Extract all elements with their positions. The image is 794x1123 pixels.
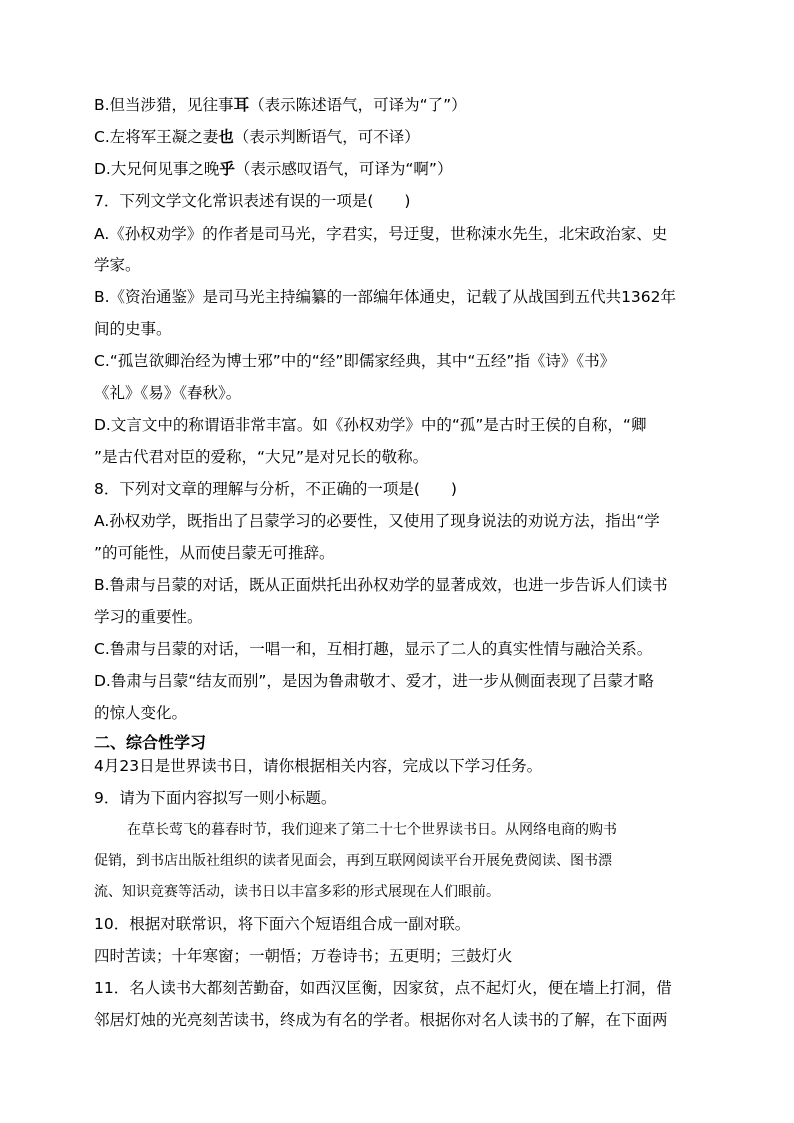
question-9: 9．请为下面内容拟写一则小标题。 [94,789,337,807]
section-intro: 4月23日是世界读书日，请你根据相关内容，完成以下学习任务。 [94,757,543,775]
q8-option-d-line1: D.鲁肃与吕蒙“结友而别”，是因为鲁肃敬才、爱才，进一步从侧面表现了吕蒙才略 [94,672,654,690]
q8-option-c: C.鲁肃与吕蒙的对话，一唱一和，互相打趣，显示了二人的真实性情与融洽关系。 [94,640,653,658]
emphasized-word: 乎 [219,160,235,178]
q7-option-b-line1: B.《资治通鉴》是司马光主持编纂的一部编年体通史，记载了从战国到五代共1362年 [94,288,677,306]
question-7: 7．下列文学文化常识表述有误的一项是( ) [94,192,411,210]
option-d-line: D.大兄何见事之晚乎（表示感叹语气，可译为“啊”） [94,160,453,178]
emphasized-word: 耳 [233,96,250,114]
section-heading: 二、综合性学习 [94,733,207,752]
option-c-line: C.左将军王凝之妻也（表示判断语气，可不译） [94,128,420,146]
emphasized-word: 也 [218,128,234,146]
passage-line-1: 在草长莺飞的暮春时节，我们迎来了第二十七个世界读书日。从网络电商的购书 [127,822,617,838]
question-8: 8．下列对文章的理解与分析，不正确的一项是( ) [94,480,457,498]
q7-option-d-line2: ”是古代君对臣的爱称，“大兄”是对兄长的敬称。 [94,448,429,466]
question-11-line2: 邻居灯烛的光亮刻苦读书，终成为有名的学者。根据你对名人读书的了解，在下面两 [94,1011,668,1029]
option-b-line: B.但当涉猎，见往事耳（表示陈述语气，可译为“了”） [94,96,467,114]
q8-option-b-line2: 学习的重要性。 [94,608,203,626]
q8-option-a-line2: ”的可能性，从而使吕蒙无可推辞。 [94,544,335,562]
q8-option-d-line2: 的惊人变化。 [94,704,188,722]
q7-option-b-line2: 间的史事。 [94,320,172,338]
question-10: 10．根据对联常识，将下面六个短语组合成一副对联。 [94,915,471,933]
q7-option-a-line1: A.《孙权劝学》的作者是司马光，字君实，号迂叟，世称涑水先生，北宋政治家、史 [94,225,668,243]
passage-line-2: 促销，到书店出版社组织的读者见面会，再到互联网阅读平台开展免费阅读、图书漂 [94,853,612,869]
q7-option-c-line2: 《礼》《易》《春秋》。 [94,384,242,402]
q7-option-c-line1: C.“孤岂欲卿治经为博士邪”中的“经”即儒家经典，其中“五经”指《诗》《书》 [94,352,616,370]
q8-option-b-line1: B.鲁肃与吕蒙的对话，既从正面烘托出孙权劝学的显著成效，也进一步告诉人们读书 [94,576,668,594]
q7-option-a-line2: 学家。 [94,256,141,274]
couplet-phrases: 四时苦读；十年寒窗；一朝悟；万卷诗书；五更明；三鼓灯火 [94,947,513,965]
q8-option-a-line1: A.孙权劝学，既指出了吕蒙学习的必要性，又使用了现身说法的劝说方法，指出“学 [94,512,660,530]
q7-option-d-line1: D.文言文中的称谓语非常丰富。如《孙权劝学》中的“孤”是古时王侯的自称，“卿 [94,416,647,434]
question-11-line1: 11．名人读书大都刻苦勤奋，如西汉匡衡，因家贫，点不起灯火，便在墙上打洞，借 [94,979,672,997]
passage-line-3: 流、知识竞赛等活动，读书日以丰富多彩的形式展现在人们眼前。 [94,884,500,900]
